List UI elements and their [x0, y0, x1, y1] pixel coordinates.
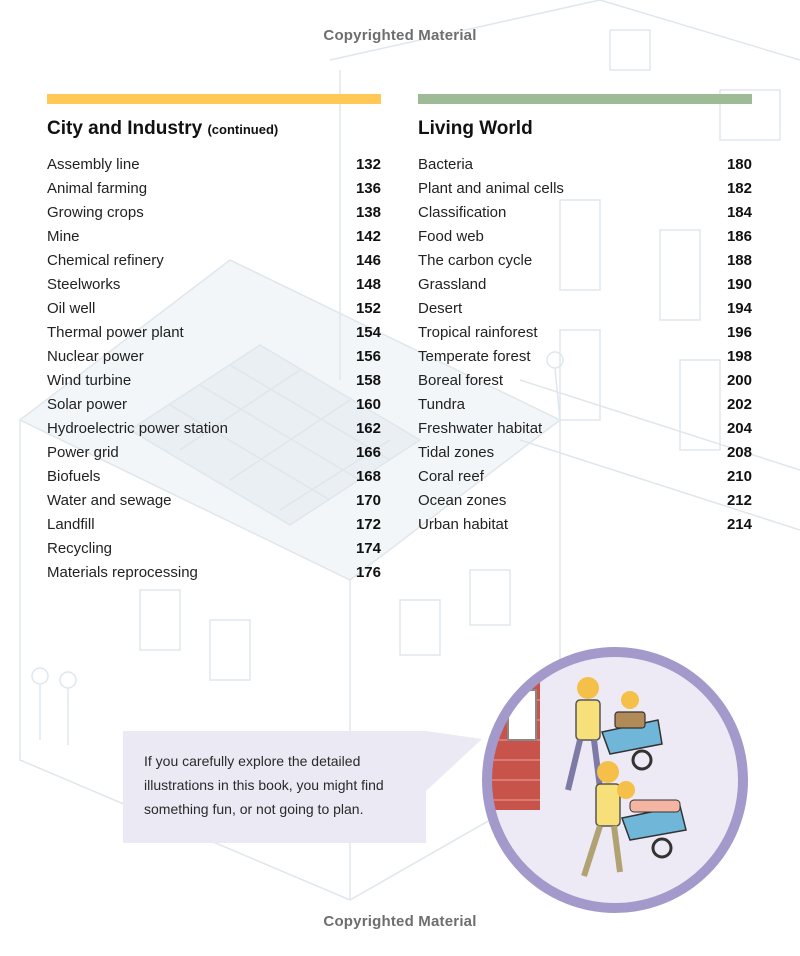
toc-entry-page: 166 — [355, 443, 381, 461]
toc-entry[interactable] — [47, 296, 381, 320]
toc-entry-label: Landfill — [47, 515, 95, 533]
toc-entry-label: Boreal forest — [418, 371, 504, 389]
toc-entry-label: Desert — [418, 299, 463, 317]
toc-entry-page: 158 — [355, 371, 381, 389]
callout-line: illustrations in this book, you might find — [144, 777, 384, 793]
section-title-text: City and Industry — [47, 118, 203, 139]
toc-entry[interactable] — [418, 296, 752, 320]
toc-entry-page: 132 — [355, 155, 381, 173]
section-title — [47, 114, 381, 144]
toc-section-city-industry — [47, 94, 381, 584]
toc-entry[interactable] — [47, 536, 381, 560]
toc-entry-page: 202 — [726, 395, 752, 413]
toc-entry-page: 162 — [355, 419, 381, 437]
copyright-header: Copyrighted Material — [323, 27, 477, 44]
toc-entry[interactable] — [47, 224, 381, 248]
toc-entry[interactable] — [418, 176, 752, 200]
toc-entry-label: Tidal zones — [418, 443, 495, 461]
toc-entry-label: Ocean zones — [418, 491, 507, 509]
toc-entry-label: Recycling — [47, 539, 113, 557]
toc-entry-page: 196 — [726, 323, 752, 341]
toc-section-living-world — [418, 94, 752, 536]
toc-entry-page: 142 — [355, 227, 381, 245]
toc-entry-label: Assembly line — [47, 155, 140, 173]
callout-pointer — [426, 731, 482, 791]
toc-entry-page: 176 — [355, 563, 381, 581]
toc-entry[interactable] — [47, 416, 381, 440]
toc-entry-page: 152 — [355, 299, 381, 317]
toc-entry-label: Food web — [418, 227, 484, 245]
toc-entry-label: Plant and animal cells — [418, 179, 564, 197]
toc-entry-page: 186 — [726, 227, 752, 245]
toc-entry[interactable] — [418, 512, 752, 536]
toc-entry-label: Steelworks — [47, 275, 121, 293]
copyright-footer: Copyrighted Material — [323, 913, 477, 930]
section-subtitle: (continued) — [207, 122, 279, 137]
toc-entry[interactable] — [47, 488, 381, 512]
callout-note — [123, 731, 426, 843]
toc-entry-page: 168 — [355, 467, 381, 485]
toc-entry-label: Bacteria — [418, 155, 474, 173]
toc-entry-page: 174 — [355, 539, 381, 557]
toc-entry-page: 208 — [726, 443, 752, 461]
toc-entry[interactable] — [47, 248, 381, 272]
toc-entry-page: 188 — [726, 251, 752, 269]
toc-entry[interactable] — [418, 272, 752, 296]
toc-entry[interactable] — [47, 272, 381, 296]
toc-entry[interactable] — [418, 464, 752, 488]
toc-entry-label: Coral reef — [418, 467, 484, 485]
toc-entry-label: Temperate forest — [418, 347, 531, 365]
toc-entry[interactable] — [418, 200, 752, 224]
toc-entry[interactable] — [418, 320, 752, 344]
toc-entry-page: 182 — [726, 179, 752, 197]
toc-entry[interactable] — [47, 368, 381, 392]
toc-entry-label: Hydroelectric power station — [47, 419, 228, 437]
toc-entry-label: Chemical refinery — [47, 251, 164, 269]
toc-entry-page: 136 — [355, 179, 381, 197]
toc-entry-page: 194 — [726, 299, 752, 317]
toc-entry[interactable] — [418, 392, 752, 416]
toc-entry-label: Classification — [418, 203, 507, 221]
toc-entry-page: 172 — [355, 515, 381, 533]
callout-line: something fun, or not going to plan. — [144, 801, 364, 817]
toc-entry-label: The carbon cycle — [418, 251, 533, 269]
toc-entry[interactable] — [47, 200, 381, 224]
toc-entry[interactable] — [47, 464, 381, 488]
toc-entry-label: Freshwater habitat — [418, 419, 543, 437]
toc-entry[interactable] — [47, 560, 381, 584]
toc-entry[interactable] — [47, 512, 381, 536]
workers-illustration — [480, 640, 760, 920]
toc-entry[interactable] — [418, 488, 752, 512]
toc-entry-page: 160 — [355, 395, 381, 413]
toc-entry-label: Power grid — [47, 443, 119, 461]
callout-line: If you carefully explore the detailed — [144, 753, 361, 769]
toc-entry-page: 210 — [726, 467, 752, 485]
toc-entry-page: 184 — [726, 203, 752, 221]
toc-entry-page: 212 — [726, 491, 752, 509]
toc-entry[interactable] — [47, 344, 381, 368]
toc-entry[interactable] — [418, 440, 752, 464]
section-title-text: Living World — [418, 118, 533, 139]
toc-entry-label: Animal farming — [47, 179, 148, 197]
toc-entry[interactable] — [47, 152, 381, 176]
toc-entry-label: Materials reprocessing — [47, 563, 198, 581]
toc-entry-label: Wind turbine — [47, 371, 132, 389]
toc-entry-label: Nuclear power — [47, 347, 144, 365]
toc-entry[interactable] — [47, 440, 381, 464]
toc-entry-label: Mine — [47, 227, 80, 245]
toc-entry-label: Grassland — [418, 275, 487, 293]
toc-entry[interactable] — [418, 344, 752, 368]
toc-entry-page: 154 — [355, 323, 381, 341]
toc-entry[interactable] — [47, 176, 381, 200]
toc-entry-page: 198 — [726, 347, 752, 365]
toc-entry[interactable] — [47, 392, 381, 416]
toc-entry-label: Thermal power plant — [47, 323, 184, 341]
toc-entry[interactable] — [418, 248, 752, 272]
toc-list — [418, 152, 752, 536]
toc-entry-label: Solar power — [47, 395, 128, 413]
toc-entry-page: 170 — [355, 491, 381, 509]
toc-entry-page: 146 — [355, 251, 381, 269]
toc-entry-page: 200 — [726, 371, 752, 389]
toc-entry-page: 156 — [355, 347, 381, 365]
toc-entry-page: 214 — [726, 515, 752, 533]
toc-entry[interactable] — [418, 224, 752, 248]
section-color-bar — [418, 94, 752, 104]
toc-entry-label: Growing crops — [47, 203, 144, 221]
toc-entry-page: 190 — [726, 275, 752, 293]
section-color-bar — [47, 94, 381, 104]
toc-entry-label: Oil well — [47, 299, 96, 317]
toc-entry-label: Biofuels — [47, 467, 101, 485]
toc-entry[interactable] — [418, 152, 752, 176]
toc-entry-page: 148 — [355, 275, 381, 293]
toc-entry-label: Water and sewage — [47, 491, 172, 509]
toc-entry-page: 138 — [355, 203, 381, 221]
toc-entry[interactable] — [47, 320, 381, 344]
toc-entry-label: Tundra — [418, 395, 465, 413]
toc-list — [47, 152, 381, 584]
toc-entry[interactable] — [418, 368, 752, 392]
section-title — [418, 114, 752, 144]
toc-entry-label: Tropical rainforest — [418, 323, 538, 341]
toc-entry[interactable] — [418, 416, 752, 440]
toc-entry-label: Urban habitat — [418, 515, 509, 533]
toc-entry-page: 204 — [726, 419, 752, 437]
toc-entry-page: 180 — [726, 155, 752, 173]
